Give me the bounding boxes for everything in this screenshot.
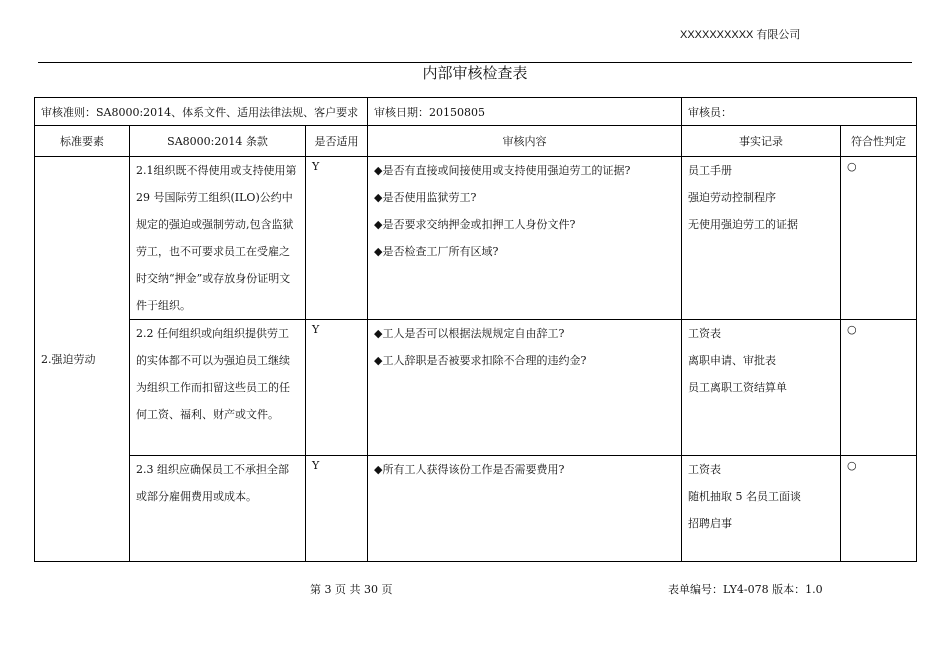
clause-cell: 2.3 组织应确保员工不承担全部或部分雇佣费用或成本。: [130, 456, 306, 562]
applicable-cell: Y: [306, 456, 368, 562]
page-title: 内部审核检查表: [422, 64, 528, 82]
content-item: ◆所有工人获得该份工作是否需要费用?: [374, 463, 565, 476]
col-header-facts: 事实记录: [682, 126, 841, 157]
clause-cell: 2.2 任何组织或向组织提供劳工的实体都不可以为强迫员工继续为组织工作而扣留这些员工的任何工资、福利、财产或文件。: [130, 320, 306, 456]
facts-cell: [682, 320, 841, 456]
fact-item: 工资表: [688, 463, 721, 476]
judgement-cell: ○: [841, 157, 917, 320]
content-item: ◆是否检查工厂所有区域?: [374, 245, 499, 258]
content-item: ◆工人辞职是否被要求扣除不合理的违约金?: [374, 354, 587, 367]
auditor: 审核员：: [682, 98, 917, 126]
clause-cell: 2.1组织既不得使用或支持使用第 29 号国际劳工组织(ILO)公约中规定的强迫或强制劳动,包含监狱劳工，也不可要求员工在受雇之时交纳“押金”或存放身份证明文件于组织。: [130, 157, 306, 320]
facts-cell: [682, 456, 841, 562]
applicable-cell: Y: [306, 157, 368, 320]
audit-date: 审核日期：20150805: [368, 98, 682, 126]
content-item: ◆是否使用监狱劳工?: [374, 191, 477, 204]
fact-item: 无使用强迫劳工的证据: [688, 218, 798, 231]
col-header-clause: SA8000:2014 条款: [130, 126, 306, 157]
fact-item: 员工手册: [688, 164, 732, 177]
table-row: [35, 157, 917, 320]
fact-item: 工资表: [688, 327, 721, 340]
judgement-cell: ○: [841, 456, 917, 562]
audit-criteria: 审核准则：SA8000:2014、体系文件、适用法律法规、客户要求: [35, 98, 368, 126]
info-row: [35, 98, 917, 126]
col-header-judgement: 符合性判定: [841, 126, 917, 157]
content-item: ◆是否有直接或间接使用或支持使用强迫劳工的证据?: [374, 164, 631, 177]
table-row: [35, 456, 917, 562]
facts-cell: [682, 157, 841, 320]
audit-checklist-table: [34, 97, 917, 562]
applicable-cell: Y: [306, 320, 368, 456]
fact-item: 强迫劳动控制程序: [688, 191, 776, 204]
company-name: XXXXXXXXXX 有限公司: [680, 29, 801, 41]
col-header-element: 标准要素: [35, 126, 130, 157]
content-cell: [368, 320, 682, 456]
content-item: ◆是否要求交纳押金或扣押工人身份文件?: [374, 218, 576, 231]
table-row: [35, 320, 917, 456]
fact-item: 员工离职工资结算单: [688, 381, 787, 394]
page-number: 第 3 页 共 30 页: [310, 583, 393, 596]
col-header-content: 审核内容: [368, 126, 682, 157]
col-header-applicable: 是否适用: [306, 126, 368, 157]
content-cell: [368, 456, 682, 562]
fact-item: 招聘启事: [688, 517, 732, 530]
category-cell: 2.强迫劳动: [35, 157, 130, 562]
fact-item: 随机抽取 5 名员工面谈: [688, 490, 801, 503]
fact-item: 离职申请、审批表: [688, 354, 776, 367]
form-number: 表单编号：LY4-078 版本：1.0: [668, 583, 823, 596]
judgement-cell: ○: [841, 320, 917, 456]
content-cell: [368, 157, 682, 320]
column-header-row: [35, 126, 917, 157]
content-item: ◆工人是否可以根据法规规定自由辞工?: [374, 327, 565, 340]
